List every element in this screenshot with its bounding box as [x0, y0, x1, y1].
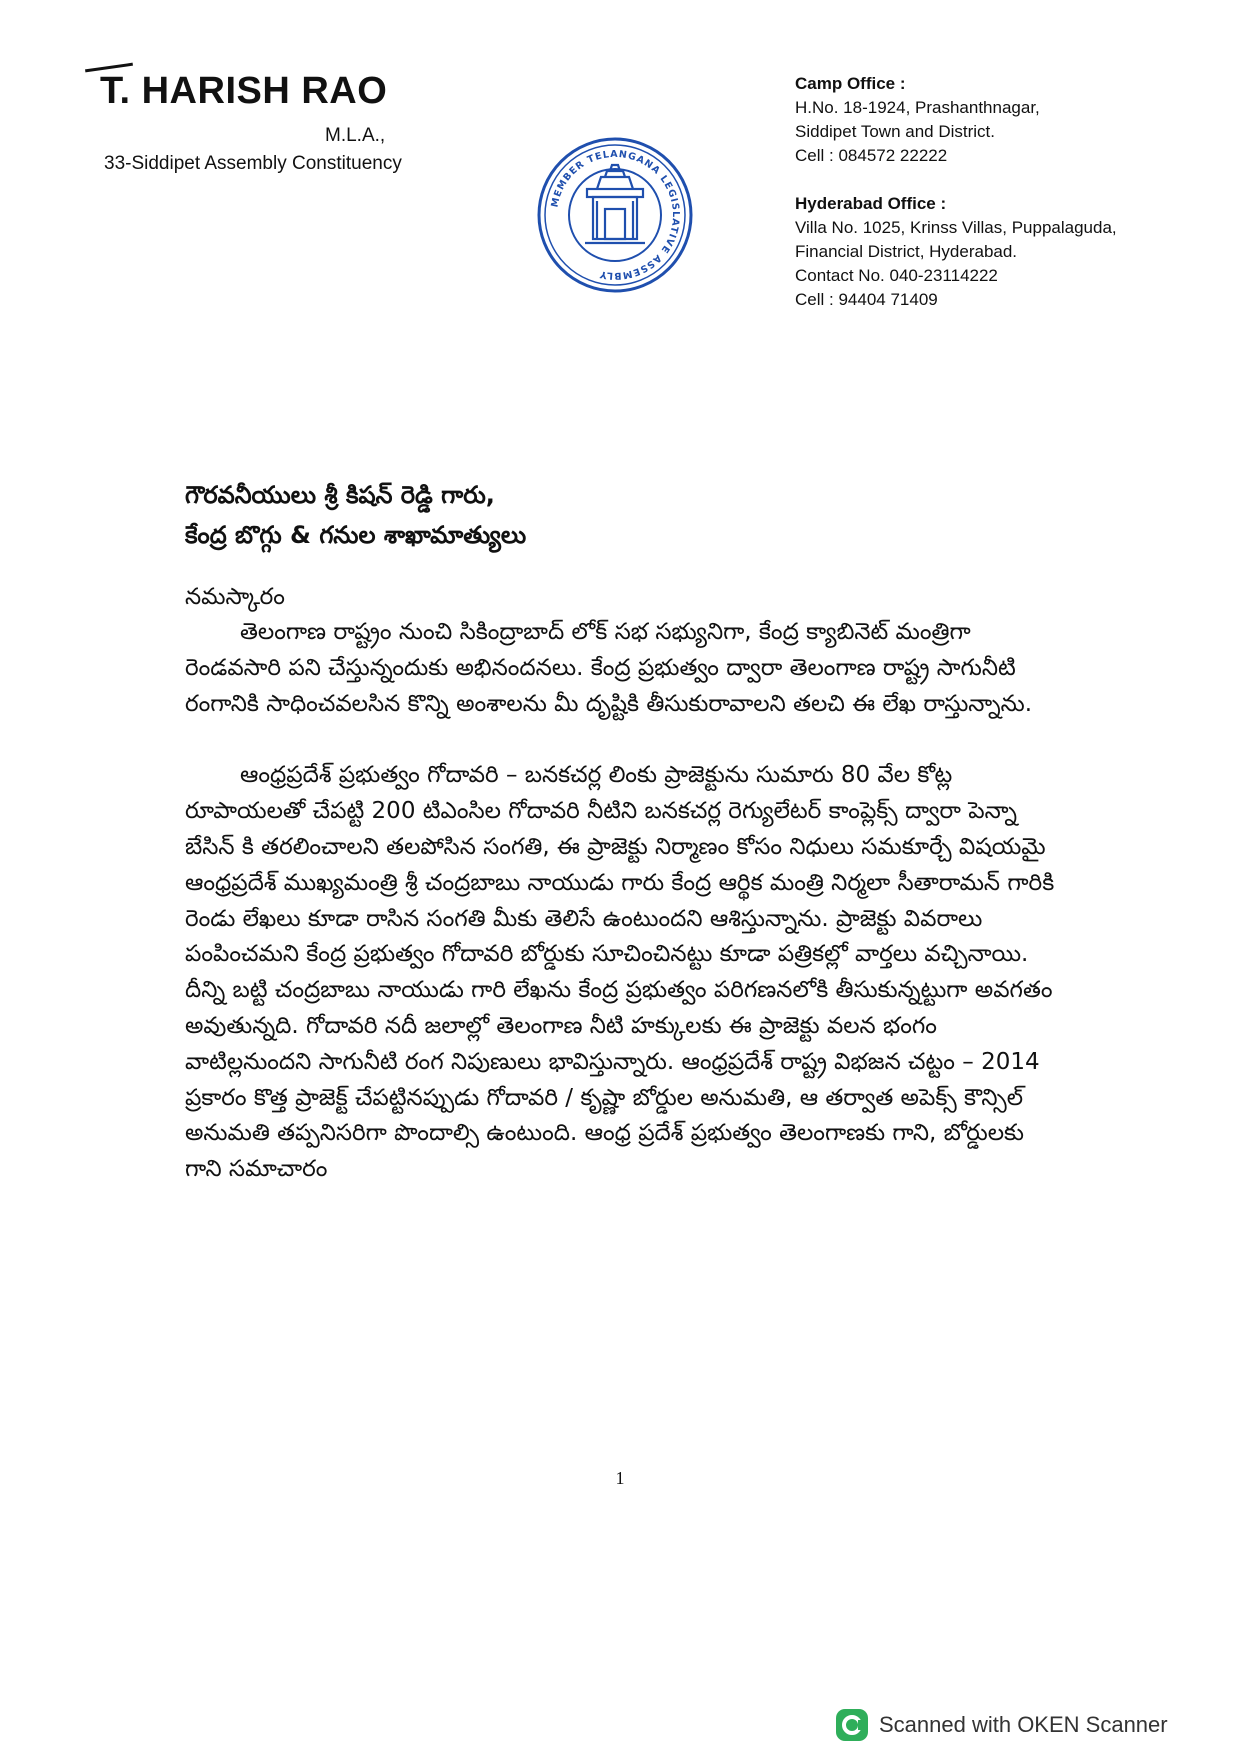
- scanner-watermark: [835, 1708, 1168, 1742]
- sender-name: T. HARISH RAO: [100, 70, 388, 112]
- paragraph: తెలంగాణ రాష్ట్రం నుంచి సికింద్రాబాద్ లోక్ సభ సభ్యునిగా, కేంద్ర క్యాబినెట్ మంత్రిగా రెండవసారి పని చేస్తున్నందుకు అభినందనలు. కేంద్ర ప్రభుత్వం ద్వారా తెలంగాణ రాష్ట్ర సాగునీటి రంగానికి సాధించవలసిన కొన్ని అంశాలను మీ దృష్టికి తీసుకురావాలని తలచి ఈ లేఖ రాస్తున్నాను.: [185, 619, 1033, 717]
- camp-office-line: Cell : 084572 22222: [795, 146, 948, 165]
- salutation-line: కేంద్ర బొగ్గు & గనుల శాఖామాత్యులు: [185, 521, 527, 549]
- camp-office-heading: Camp Office :: [795, 74, 906, 93]
- scanner-label: Scanned with OKEN Scanner: [879, 1712, 1168, 1737]
- scanner-logo-icon: [835, 1708, 869, 1742]
- seal-text: MEMBER TELANGANA LEGISLATIVE ASSEMBLY: [549, 148, 682, 282]
- page-number: 1: [615, 1468, 625, 1488]
- letterhead-left: [100, 60, 460, 175]
- sender-title: M.L.A.,: [325, 125, 386, 146]
- sender-constituency: 33-Siddipet Assembly Constituency: [104, 153, 402, 174]
- hyderabad-office-heading: Hyderabad Office :: [795, 194, 947, 213]
- hyderabad-office-line: Financial District, Hyderabad.: [795, 242, 1018, 261]
- salutation-line: గౌరవనీయులు శ్రీ కిషన్ రెడ్డి గారు,: [185, 481, 495, 509]
- camp-office-line: H.No. 18-1924, Prashanthnagar,: [795, 98, 1040, 117]
- hyderabad-office-line: Cell : 94404 71409: [795, 290, 938, 309]
- letterhead-offices: [795, 72, 1215, 312]
- hyderabad-office-line: Villa No. 1025, Krinss Villas, Puppalaguda,: [795, 218, 1117, 237]
- paragraph: ఆంధ్రప్రదేశ్ ప్రభుత్వం గోదావరి – బనకచర్ల లింకు ప్రాజెక్టును సుమారు 80 వేల కోట్ల రూపాయలతో చేపట్టి 200 టిఎంసిల గోదావరి నీటిని బనకచర్ల రెగ్యులేటర్ కాంప్లెక్స్ ద్వారా పెన్నా బేసిన్ కి తరలించాలని తలపోసిన సంగతి, ఈ ప్రాజెక్టు నిర్మాణం కోసం నిధులు సమకూర్చే విషయమై ఆంధ్రప్రదేశ్ ముఖ్యమంత్రి శ్రీ చంద్రబాబు నాయుడు గారు కేంద్ర ఆర్థిక మంత్రి నిర్మలా సీతారామన్ గారికి రెండు లేఖలు కూడా రాసిన సంగతి మీకు తెలిసే ఉంటుందని ఆశిస్తున్నాను. ప్రాజెక్టు వివరాలు పంపించమని కేంద్ర ప్రభుత్వం గోదావరి బోర్డుకు సూచించినట్టు కూడా పత్రికల్లో వార్తలు వచ్చినాయి. దీన్ని బట్టి చంద్రబాబు నాయుడు గారి లేఖను కేంద్ర ప్రభుత్వం పరిగణనలోకి తీసుకున్నట్టుగా అవగతం అవుతున్నది. గోదావరి నదీ జలాల్లో తెలంగాణ నీటి హక్కులకు ఈ ప్రాజెక్టు వలన భంగం వాటిల్లనుందని సాగునీటి రంగ నిపుణులు భావిస్తున్నారు. ఆంధ్రప్రదేశ్ రాష్ట్ర విభజన చట్టం – 2014 ప్రకారం కొత్త ప్రాజెక్ట్ చేపట్టినప్పుడు గోదావరి / కృష్ణా బోర్డుల అనుమతి, ఆ తర్వాత అపెక్స్ కౌన్సిల్ అనుమతి తప్పనిసరిగా పొందాల్సి ఉంటుంది. ఆంధ్ర ప్రదేశ్ ప్రభుత్వం తెలంగాణకు గాని, బోర్డులకు గాని సమాచారం: [185, 762, 1055, 1183]
- letter-body: [185, 475, 1065, 1188]
- hyderabad-office-line: Contact No. 040-23114222: [795, 266, 998, 285]
- greeting: నమస్కారం: [185, 584, 285, 610]
- assembly-seal-icon: [535, 135, 695, 295]
- camp-office-line: Siddipet Town and District.: [795, 122, 996, 141]
